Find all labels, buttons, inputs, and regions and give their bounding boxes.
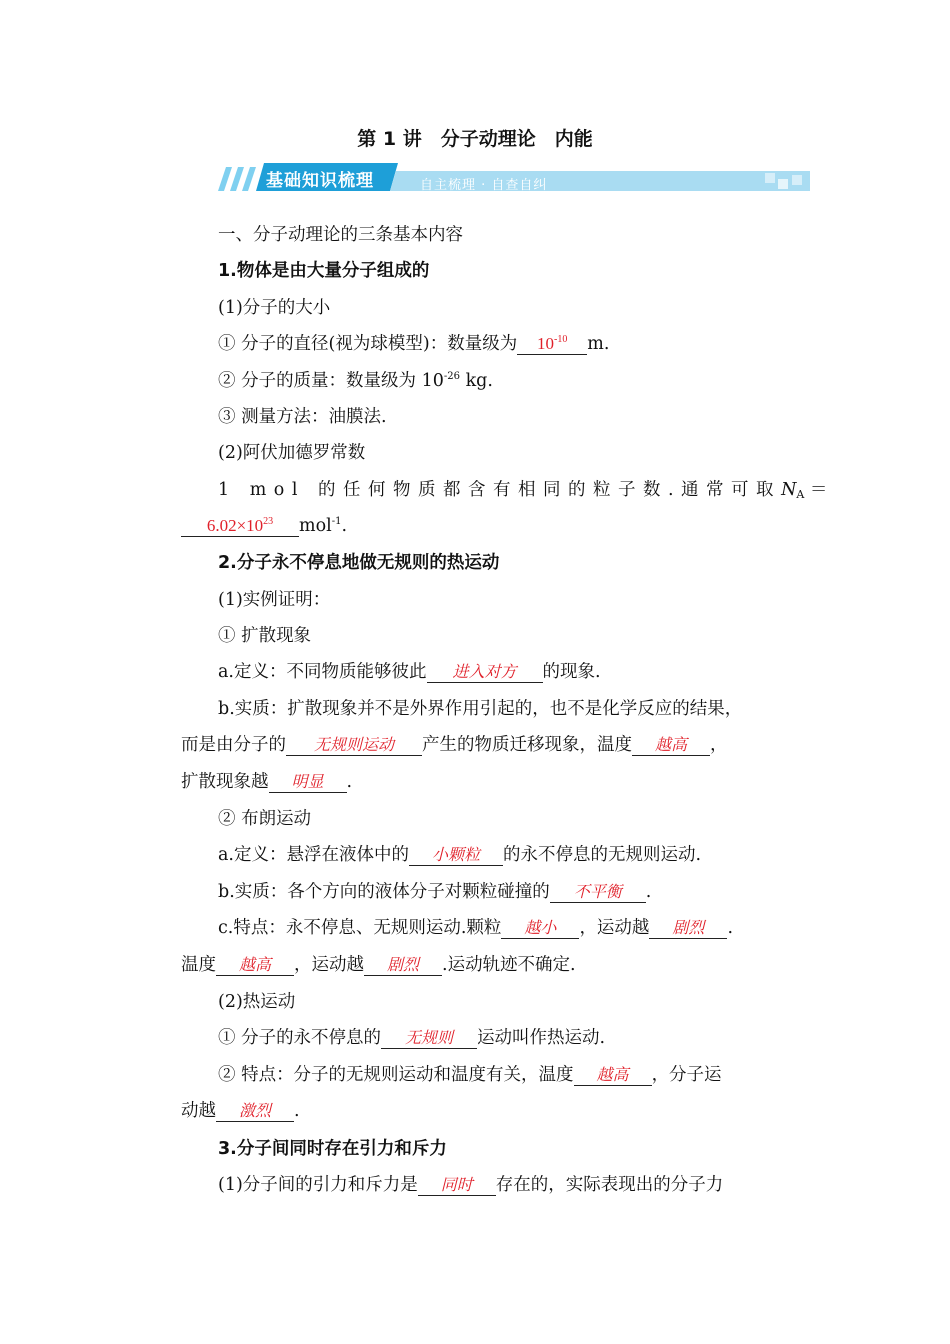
answer-blank: 剧烈 (649, 918, 727, 939)
section-banner (218, 163, 810, 193)
line-brownian-def: a.定义：悬浮在液体中的 小颗粒 的永不停息的无规则运动. (218, 845, 702, 865)
line-brownian-essence: b.实质：各个方向的液体分子对颗粒碰撞的 不平衡 . (218, 882, 652, 902)
answer-blank: 越小 (501, 918, 579, 939)
answer-blank: 明显 (269, 772, 347, 793)
answer-blank: 激烈 (216, 1101, 294, 1122)
banner-label: 基础知识梳理 (266, 171, 374, 191)
line-diffusion-essence-2: 而是由分子的 无规则运动 产生的物质迁移现象，温度 越高 ， (181, 735, 728, 755)
line-method: ③ 测量方法：油膜法. (218, 407, 387, 427)
line-brownian-feature: c.特点：永不停息、无规则运动.颗粒 越小 ，运动越 剧烈 . (218, 918, 734, 938)
sub-heading-3: (1)实例证明： (218, 590, 331, 610)
line-diffusion-def: a.定义：不同物质能够彼此 进入对方 的现象. (218, 662, 601, 682)
line-diffusion-essence: b.实质：扩散现象并不是外界作用引起的，也不是化学反应的结果， (218, 699, 743, 719)
answer-blank: 进入对方 (427, 662, 543, 683)
line-mass: ② 分子的质量：数量级为 $10^{-26}$ kg. (218, 371, 493, 391)
banner-subtitle: 自主梳理 · 自查自纠 (420, 178, 548, 193)
sub-heading-4: (2)热运动 (218, 992, 296, 1012)
answer-blank: 越高 (632, 735, 710, 756)
answer-blank: $6.02\times 10^{23}$ (181, 516, 299, 537)
item-heading-2: 2.分子永不停息地做无规则的热运动 (218, 553, 500, 573)
section-heading: 一、分子动理论的三条基本内容 (218, 225, 463, 245)
line-diameter: ① 分子的直径(视为球模型)：数量级为 $10^{-10}$ m. (218, 334, 610, 354)
line-avogadro-value: $6.02\times 10^{23}$ mol$^{-1}$. (181, 514, 347, 538)
line-forces: (1)分子间的引力和斥力是 同时 存在的，实际表现出的分子力 (218, 1175, 724, 1195)
line-thermal-feature-2: 动越 激烈 . (181, 1101, 300, 1121)
answer-blank: 越高 (216, 955, 294, 976)
sub-heading-1: (1)分子的大小 (218, 298, 331, 318)
answer-blank: 无规则运动 (286, 735, 422, 756)
answer-blank: $10^{-10}$ (517, 334, 587, 355)
answer-blank: 同时 (418, 1175, 496, 1196)
item-heading-1: 1.物体是由大量分子组成的 (218, 261, 430, 281)
line-thermal-def: ① 分子的永不停息的 无规则 运动叫作热运动. (218, 1028, 606, 1048)
answer-blank: 越高 (574, 1065, 652, 1086)
answer-blank: 小颗粒 (409, 845, 503, 866)
line-thermal-feature: ② 特点：分子的无规则运动和温度有关，温度 越高 ，分子运 (218, 1065, 722, 1085)
item-heading-3: 3.分子间同时存在引力和斥力 (218, 1139, 447, 1159)
line-diffusion: ① 扩散现象 (218, 626, 312, 646)
line-brownian: ② 布朗运动 (218, 809, 312, 829)
answer-blank: 无规则 (381, 1028, 477, 1049)
line-avogadro: 1 mol 的任何物质都含有相同的粒子数.通常可取$N_A$ ＝ (218, 480, 828, 501)
answer-blank: 不平衡 (550, 882, 646, 903)
answer-blank: 剧烈 (364, 955, 442, 976)
sub-heading-2: (2)阿伏加德罗常数 (218, 443, 366, 463)
page-title: 第 1 讲 分子动理论 内能 (357, 128, 593, 150)
line-brownian-feature-2: 温度 越高 ，运动越 剧烈 .运动轨迹不确定. (181, 955, 576, 975)
line-diffusion-essence-3: 扩散现象越 明显 . (181, 772, 353, 792)
